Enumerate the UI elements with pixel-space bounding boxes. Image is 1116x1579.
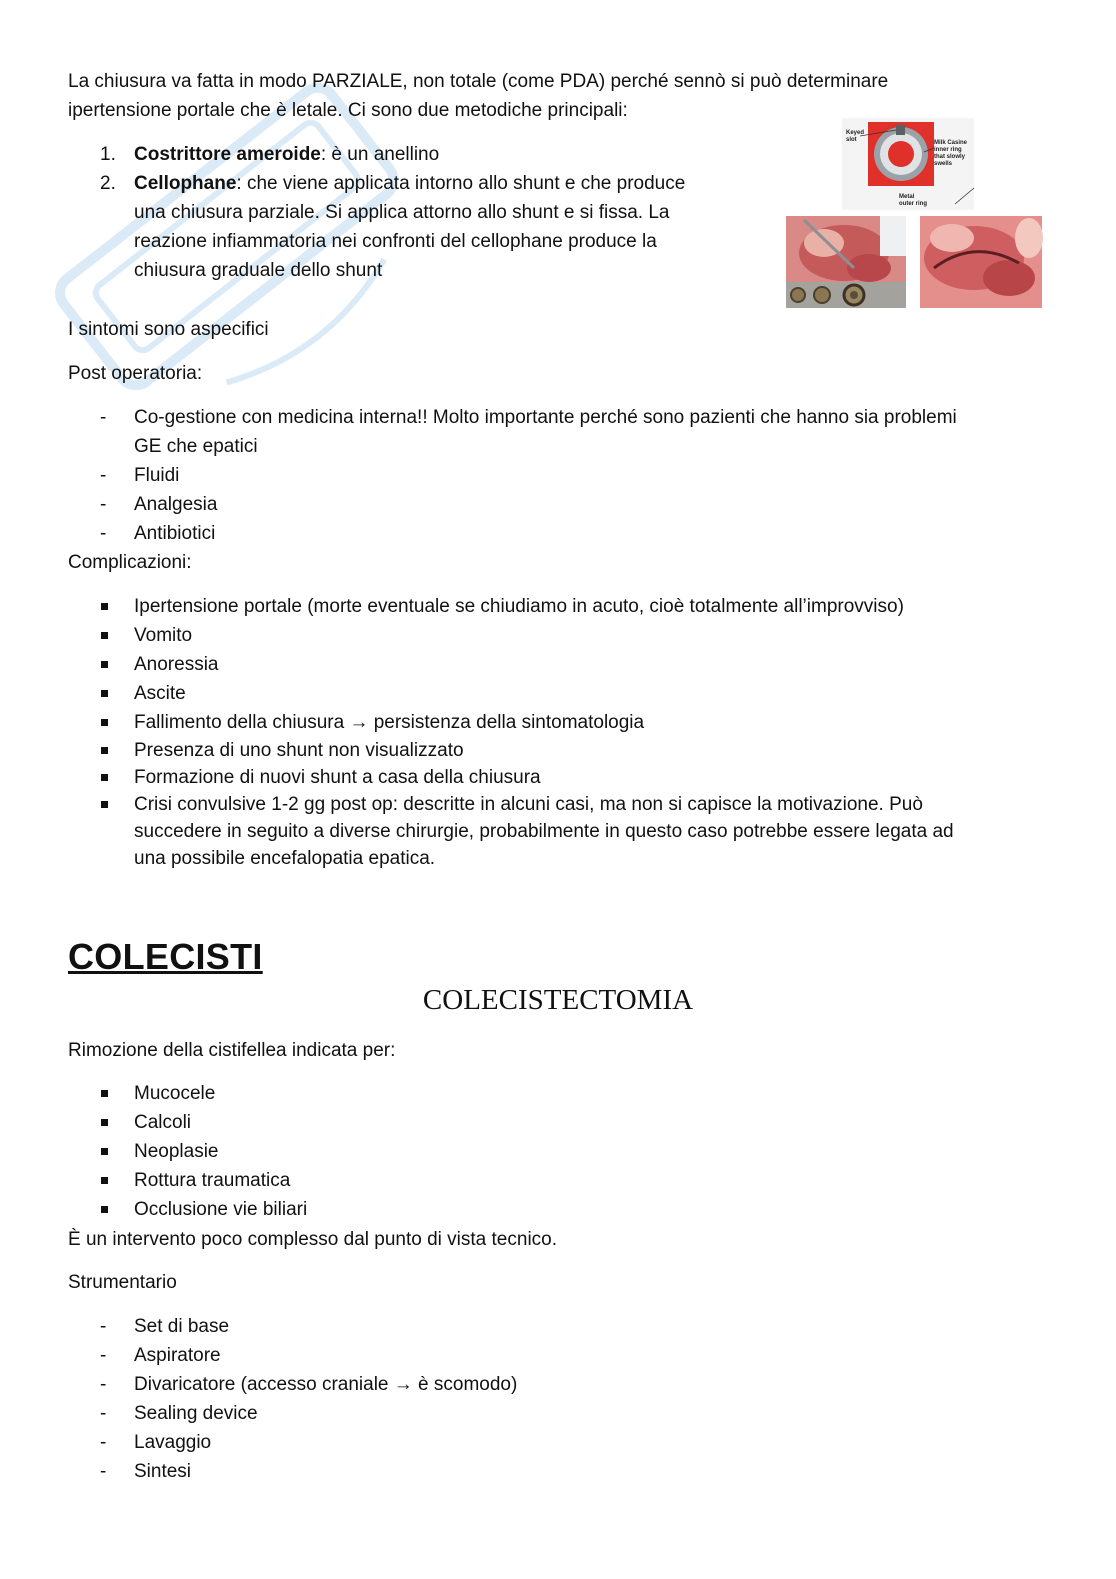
dash-marker: - bbox=[100, 1374, 107, 1395]
postop-item: Fluidi bbox=[134, 465, 180, 486]
postop-item: Antibiotici bbox=[134, 523, 216, 544]
bullet-square bbox=[101, 774, 108, 781]
indications-intro: Rimozione della cistifellea indicata per: bbox=[68, 1040, 396, 1061]
method-text: : che viene applicata intorno allo shunt e che produce bbox=[236, 173, 686, 194]
complication-item: Formazione di nuovi shunt a casa della chiusura bbox=[134, 767, 541, 788]
keyed-slot bbox=[896, 125, 905, 135]
indication-item: Calcoli bbox=[134, 1112, 192, 1133]
label-casein: inner ring bbox=[934, 147, 962, 153]
instrument-item: Set di base bbox=[134, 1316, 230, 1337]
dash-marker: - bbox=[100, 523, 107, 544]
instrument-item: Sintesi bbox=[134, 1461, 192, 1482]
label-metal: outer ring bbox=[899, 201, 927, 207]
instrument-item: Sealing device bbox=[134, 1403, 258, 1424]
intro-line-2: ipertensione portale che è letale. Ci sono due metodiche principali: bbox=[68, 100, 628, 121]
ameroid-figure bbox=[784, 118, 1046, 313]
method-text: : è un anellino bbox=[320, 144, 440, 165]
ring-lumen bbox=[888, 141, 914, 167]
dash-marker: - bbox=[100, 407, 107, 428]
bullet-square bbox=[101, 801, 108, 808]
section-subheading: COLECISTECTOMIA bbox=[422, 984, 694, 1016]
postop-title: Post operatoria: bbox=[68, 363, 203, 384]
complications-title: Complicazioni: bbox=[68, 552, 192, 573]
bullet-square bbox=[101, 1090, 108, 1097]
indication-item: Mucocele bbox=[134, 1083, 216, 1104]
bullet-square bbox=[101, 603, 108, 610]
method-number: 1. bbox=[100, 144, 116, 165]
bullet-square bbox=[101, 747, 108, 754]
surgery-photo-cellophane bbox=[920, 216, 1043, 308]
bullet-square bbox=[101, 1206, 108, 1213]
note-text: È un intervento poco complesso dal punto di vista tecnico. bbox=[68, 1229, 558, 1250]
method-text: una chiusura parziale. Si applica attorno allo shunt e si fissa. La bbox=[134, 202, 670, 223]
method-text: chiusura graduale dello shunt bbox=[134, 260, 383, 281]
method-item bbox=[134, 140, 439, 169]
complication-item: Anoressia bbox=[134, 654, 219, 675]
label-keyed: Keyed bbox=[846, 130, 865, 136]
method-item bbox=[134, 169, 685, 198]
indication-item: Occlusione vie biliari bbox=[134, 1199, 308, 1220]
bullet-square bbox=[101, 1148, 108, 1155]
complication-item: Ipertensione portale (morte eventuale se chiudiamo in acuto, cioè totalmente all’improvviso) bbox=[134, 596, 904, 617]
postop-item: GE che epatici bbox=[134, 436, 258, 457]
dash-marker: - bbox=[100, 1403, 107, 1424]
complication-item: Vomito bbox=[134, 625, 193, 646]
indication-item: Rottura traumatica bbox=[134, 1170, 291, 1191]
complication-item: Fallimento della chiusura → persistenza della sintomatologia bbox=[134, 712, 645, 733]
label-casein: swells bbox=[934, 161, 953, 167]
dash-marker: - bbox=[100, 1432, 107, 1453]
dash-marker: - bbox=[100, 465, 107, 486]
dash-marker: - bbox=[100, 1461, 107, 1482]
label-keyed: slot bbox=[846, 137, 857, 143]
method-text: reazione infiammatoria nei confronti del cellophane produce la bbox=[134, 231, 657, 252]
instruments-title: Strumentario bbox=[68, 1272, 177, 1293]
surgery-photo-ameroid bbox=[786, 216, 906, 308]
bullet-square bbox=[101, 719, 108, 726]
instrument-item: Lavaggio bbox=[134, 1432, 212, 1453]
instrument-item: Divaricatore (accesso craniale → è scomodo) bbox=[134, 1374, 518, 1395]
label-casein: that slowly bbox=[934, 154, 966, 160]
symptoms-text: I sintomi sono aspecifici bbox=[68, 319, 269, 340]
dash-marker: - bbox=[100, 494, 107, 515]
indication-item: Neoplasie bbox=[134, 1141, 219, 1162]
postop-item: Co-gestione con medicina interna!! Molto importante perché sono pazienti che hanno sia problemi bbox=[134, 407, 957, 428]
bullet-square bbox=[101, 632, 108, 639]
instrument-item: Aspiratore bbox=[134, 1345, 221, 1366]
bullet-square bbox=[101, 1177, 108, 1184]
bullet-square bbox=[101, 661, 108, 668]
dash-marker: - bbox=[100, 1316, 107, 1337]
section-heading: COLECISTI bbox=[68, 936, 263, 977]
complication-item: una possibile encefalopatia epatica. bbox=[134, 848, 436, 869]
complication-item: Crisi convulsive 1-2 gg post op: descritte in alcuni casi, ma non si capisce la motivazione. Può bbox=[134, 794, 923, 815]
method-number: 2. bbox=[100, 173, 116, 194]
complication-item: succedere in seguito a diverse chirurgie, probabilmente in questo caso potrebbe essere legata ad bbox=[134, 821, 954, 842]
label-metal: Metal bbox=[899, 194, 915, 200]
bullet-square bbox=[101, 690, 108, 697]
method-term: Cellophane bbox=[134, 173, 237, 194]
label-casein: Milk Casine bbox=[934, 140, 968, 146]
complication-item: Ascite bbox=[134, 683, 186, 704]
complication-item: Presenza di uno shunt non visualizzato bbox=[134, 740, 464, 761]
intro-line-1: La chiusura va fatta in modo PARZIALE, non totale (come PDA) perché sennò si può determinare bbox=[68, 71, 889, 92]
method-term: Costrittore ameroide bbox=[134, 144, 321, 165]
postop-item: Analgesia bbox=[134, 494, 218, 515]
dash-marker: - bbox=[100, 1345, 107, 1366]
bullet-square bbox=[101, 1119, 108, 1126]
